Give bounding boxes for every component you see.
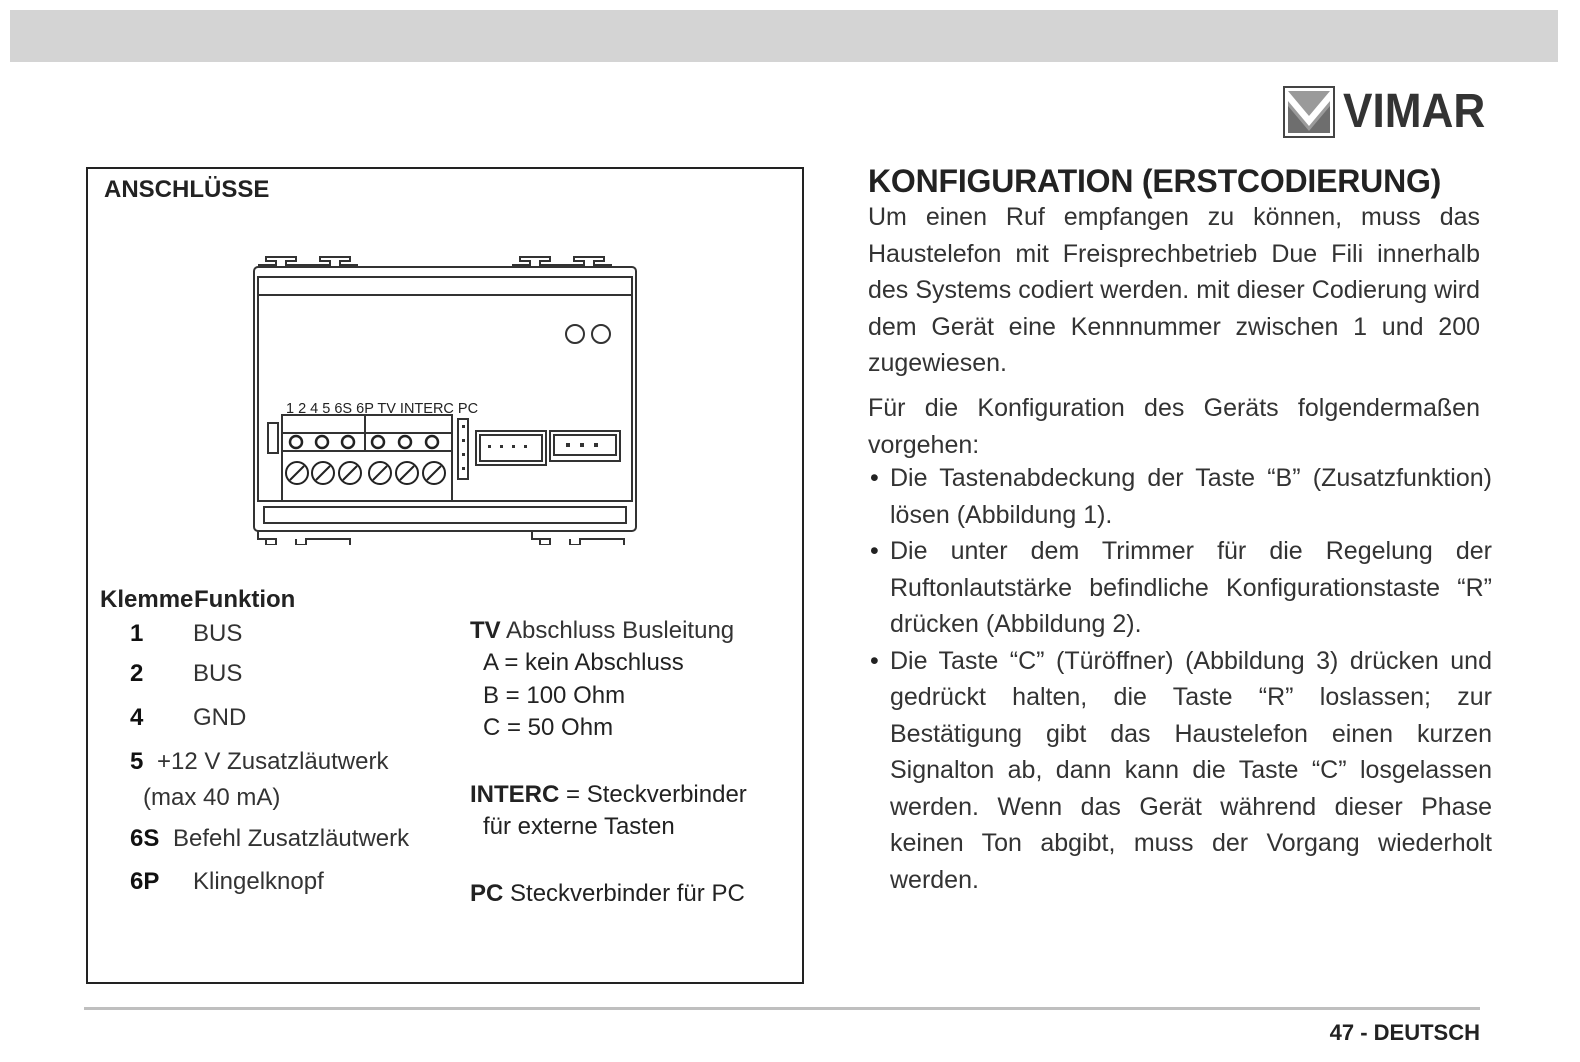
config-title: KONFIGURATION (ERSTCODIERUNG) [868, 163, 1442, 199]
tv-option-b: B = 100 Ohm [483, 682, 626, 709]
function-5-note: (max 40 mA) [143, 784, 281, 811]
vimar-logo [1283, 86, 1498, 138]
page-number: 47 - DEUTSCH [1329, 1020, 1480, 1045]
top-banner [10, 10, 1558, 62]
function-1: BUS [193, 620, 243, 647]
interc-line [470, 781, 747, 809]
connections-title: ANSCHLÜSSE [104, 176, 270, 203]
pc-label: PC [470, 880, 504, 907]
function-5: +12 V Zusatzläutwerk [157, 748, 389, 775]
config-step-3: • Die Taste “C” (Türöffner) (Abbildung 3) drücken und gedrückt halten, die Taste “R” loslassen; zur Bestätigung gibt das Haustelefon einen kurzen Signalton ab, dann kann die Taste “C” losgelassen werden. Wenn das Gerät während dieser Phase keinen Ton abgibt, muss der Vorgang wiederholt werden. [868, 643, 1492, 899]
interc-text: = Steckverbinder [566, 781, 747, 808]
config-intro: Um einen Ruf empfangen zu können, muss das Haustelefon mit Freisprechbetrieb Due Fili innerhalb des Systems codiert werden. mit dieser Codierung wird dem Gerät eine Kennnummer zwischen 1 und 200 zugewiesen. [868, 203, 1480, 377]
function-2: BUS [193, 660, 243, 687]
brand-name: VIMAR [1343, 85, 1486, 138]
pc-line [470, 880, 745, 908]
terminal-2: 2 [130, 660, 144, 687]
terminal-strip-label: 1 2 4 5 6S 6P TV INTERC PC [286, 401, 479, 417]
device-diagram [250, 255, 640, 545]
config-lead: Für die Konfiguration des Geräts folgendermaßen vorgehen: [868, 394, 1480, 459]
tv-option-a: A = kein Abschluss [483, 649, 684, 676]
function-6s: Befehl Zusatzläutwerk [173, 825, 410, 852]
config-step-1: • Die Tastenabdeckung der Taste “B” (Zusatzfunktion) lösen (Abbildung 1). [868, 460, 1492, 533]
tv-line [470, 617, 734, 645]
vimar-logo-icon [1283, 86, 1335, 138]
terminal-6s: 6S [130, 825, 160, 852]
terminal-4: 4 [130, 704, 144, 731]
config-step-2: • Die unter dem Trimmer für die Regelung der Ruftonlautstärke befindliche Konfigurationstaste “R” drücken (Abbildung 2). [868, 533, 1492, 643]
interc-text-2: für externe Tasten [483, 813, 675, 840]
tv-option-c: C = 50 Ohm [483, 714, 614, 741]
tv-text: Abschluss Busleitung [506, 617, 735, 644]
function-4: GND [193, 704, 247, 731]
footer-divider [84, 1007, 1480, 1010]
col-function-header: Funktion [194, 586, 296, 613]
terminal-1: 1 [130, 620, 144, 647]
tv-label: TV [470, 617, 501, 644]
pc-text: Steckverbinder für PC [510, 880, 745, 907]
col-terminal-header: Klemme [100, 586, 194, 613]
terminal-5: 5 [130, 748, 144, 775]
function-6p: Klingelknopf [193, 868, 324, 895]
terminal-6p: 6P [130, 868, 160, 895]
config-steps [868, 460, 1492, 898]
interc-label: INTERC [470, 781, 560, 808]
